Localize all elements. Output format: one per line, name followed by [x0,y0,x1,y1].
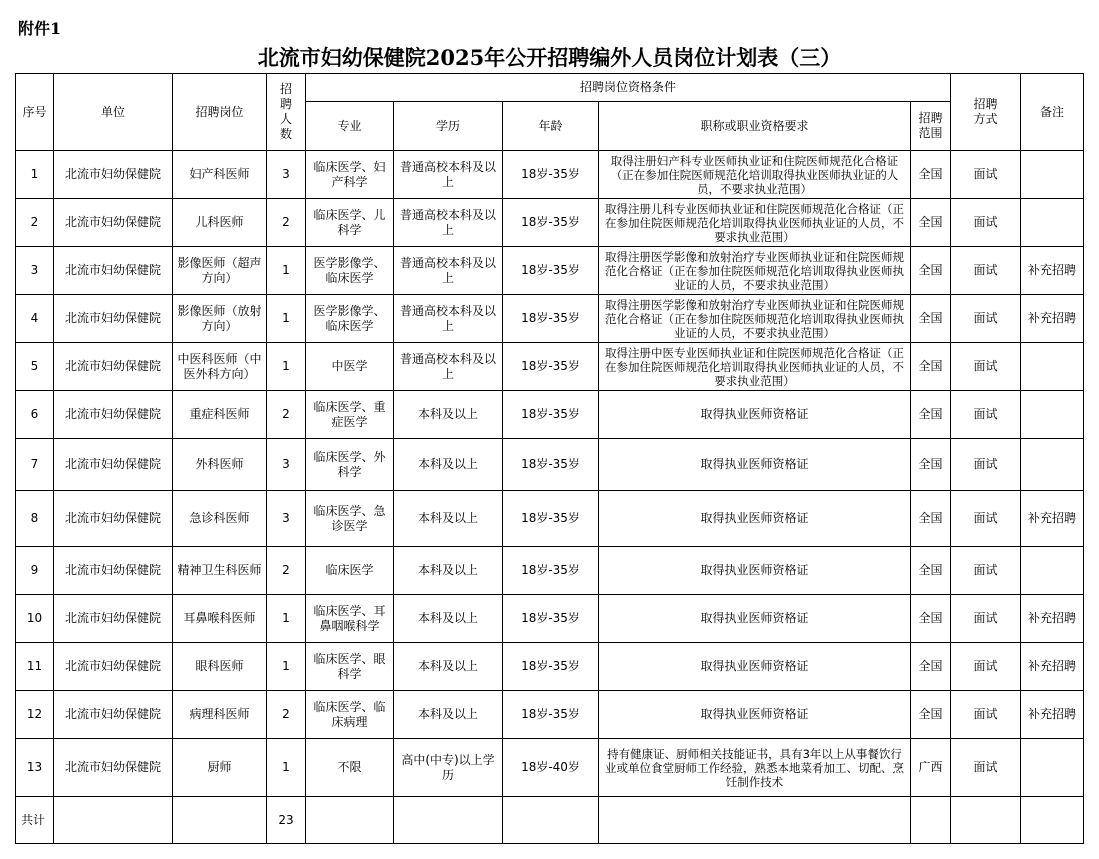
cell-method: 面试 [951,295,1021,343]
header-qualifications: 招聘岗位资格条件 [306,74,951,102]
cell-method: 面试 [951,643,1021,691]
empty-cell [306,797,394,844]
table-row [16,343,1084,391]
cell-count: 1 [267,739,306,797]
cell-age: 18岁-35岁 [503,295,599,343]
cell-remark: 补充招聘 [1021,691,1084,739]
table-row [16,151,1084,199]
cell-scope: 全国 [911,391,951,439]
cell-unit: 北流市妇幼保健院 [54,295,173,343]
cell-method: 面试 [951,491,1021,547]
cell-req: 取得执业医师资格证 [599,391,911,439]
cell-education: 普通高校本科及以上 [394,343,503,391]
cell-remark [1021,151,1084,199]
cell-age: 18岁-35岁 [503,595,599,643]
cell-count: 2 [267,691,306,739]
cell-education: 本科及以上 [394,595,503,643]
cell-method: 面试 [951,151,1021,199]
cell-count: 3 [267,439,306,491]
cell-scope: 全国 [911,491,951,547]
cell-scope: 全国 [911,439,951,491]
cell-scope: 全国 [911,547,951,595]
cell-remark [1021,547,1084,595]
cell-remark: 补充招聘 [1021,491,1084,547]
cell-position: 中医科医师（中医外科方向） [173,343,267,391]
cell-unit: 北流市妇幼保健院 [54,739,173,797]
cell-remark [1021,739,1084,797]
cell-age: 18岁-35岁 [503,343,599,391]
cell-major: 临床医学、临床病理 [306,691,394,739]
cell-remark [1021,391,1084,439]
table-row [16,391,1084,439]
header-count: 招聘人数 [267,74,306,151]
cell-major: 不限 [306,739,394,797]
cell-position: 厨师 [173,739,267,797]
cell-unit: 北流市妇幼保健院 [54,439,173,491]
cell-age: 18岁-35岁 [503,691,599,739]
cell-position: 精神卫生科医师 [173,547,267,595]
cell-method: 面试 [951,739,1021,797]
recruitment-table [15,73,1084,844]
cell-position: 耳鼻喉科医师 [173,595,267,643]
cell-unit: 北流市妇幼保健院 [54,199,173,247]
cell-age: 18岁-35岁 [503,151,599,199]
empty-cell [503,797,599,844]
cell-remark [1021,439,1084,491]
cell-req: 取得执业医师资格证 [599,491,911,547]
cell-unit: 北流市妇幼保健院 [54,595,173,643]
header-age: 年龄 [503,102,599,151]
header-seq: 序号 [16,74,54,151]
table-row [16,247,1084,295]
cell-age: 18岁-35岁 [503,199,599,247]
cell-count: 3 [267,151,306,199]
page-title: 北流市妇幼保健院2025年公开招聘编外人员岗位计划表（三） [257,45,842,70]
cell-seq: 9 [16,547,54,595]
cell-method: 面试 [951,247,1021,295]
table-row [16,691,1084,739]
cell-education: 高中(中专)以上学历 [394,739,503,797]
header-method: 招聘方式 [951,74,1021,151]
cell-position: 眼科医师 [173,643,267,691]
cell-unit: 北流市妇幼保健院 [54,391,173,439]
table-row [16,439,1084,491]
cell-major: 临床医学、眼科学 [306,643,394,691]
cell-age: 18岁-35岁 [503,391,599,439]
cell-seq: 4 [16,295,54,343]
cell-position: 病理科医师 [173,691,267,739]
cell-count: 1 [267,295,306,343]
cell-age: 18岁-40岁 [503,739,599,797]
cell-remark: 补充招聘 [1021,595,1084,643]
cell-method: 面试 [951,343,1021,391]
cell-req: 取得执业医师资格证 [599,547,911,595]
cell-req: 取得执业医师资格证 [599,643,911,691]
cell-req: 持有健康证、厨师相关技能证书，具有3年以上从事餐饮行业或单位食堂厨师工作经验，熟悉本地菜肴加工、切配、烹饪制作技术 [599,739,911,797]
cell-unit: 北流市妇幼保健院 [54,151,173,199]
cell-unit: 北流市妇幼保健院 [54,547,173,595]
cell-major: 临床医学、外科学 [306,439,394,491]
cell-count: 1 [267,643,306,691]
cell-scope: 全国 [911,691,951,739]
empty-cell [173,797,267,844]
cell-req: 取得注册妇产科专业医师执业证和住院医师规范化合格证（正在参加住院医师规范化培训取得执业医师执业证的人员，不要求执业范围） [599,151,911,199]
header-education: 学历 [394,102,503,151]
cell-seq: 5 [16,343,54,391]
header-position: 招聘岗位 [173,74,267,151]
cell-scope: 广西 [911,739,951,797]
cell-method: 面试 [951,199,1021,247]
cell-position: 重症科医师 [173,391,267,439]
cell-count: 2 [267,199,306,247]
cell-unit: 北流市妇幼保健院 [54,691,173,739]
cell-major: 临床医学、重症医学 [306,391,394,439]
cell-major: 临床医学 [306,547,394,595]
cell-req: 取得注册儿科专业医师执业证和住院医师规范化合格证（正在参加住院医师规范化培训取得执业医师执业证的人员，不要求执业范围） [599,199,911,247]
empty-cell [599,797,911,844]
cell-seq: 6 [16,391,54,439]
cell-scope: 全国 [911,595,951,643]
empty-cell [54,797,173,844]
cell-method: 面试 [951,439,1021,491]
attachment-label: 附件1 [18,19,62,38]
cell-remark: 补充招聘 [1021,247,1084,295]
cell-unit: 北流市妇幼保健院 [54,343,173,391]
cell-seq: 2 [16,199,54,247]
cell-position: 急诊科医师 [173,491,267,547]
header-unit: 单位 [54,74,173,151]
cell-req: 取得注册医学影像和放射治疗专业医师执业证和住院医师规范化合格证（正在参加住院医师规范化培训取得执业医师执业证的人员，不要求执业范围） [599,295,911,343]
cell-education: 本科及以上 [394,547,503,595]
cell-method: 面试 [951,691,1021,739]
cell-education: 普通高校本科及以上 [394,199,503,247]
cell-major: 临床医学、急诊医学 [306,491,394,547]
cell-remark [1021,343,1084,391]
cell-req: 取得注册医学影像和放射治疗专业医师执业证和住院医师规范化合格证（正在参加住院医师规范化培训取得执业医师执业证的人员，不要求执业范围） [599,247,911,295]
cell-seq: 12 [16,691,54,739]
table-row [16,295,1084,343]
table-row [16,739,1084,797]
table-row [16,491,1084,547]
total-label: 共计 [16,797,54,844]
empty-cell [1021,797,1084,844]
empty-cell [394,797,503,844]
cell-major: 临床医学、耳鼻咽喉科学 [306,595,394,643]
cell-age: 18岁-35岁 [503,247,599,295]
cell-req: 取得执业医师资格证 [599,439,911,491]
cell-count: 1 [267,247,306,295]
cell-count: 3 [267,491,306,547]
cell-age: 18岁-35岁 [503,439,599,491]
cell-scope: 全国 [911,199,951,247]
cell-method: 面试 [951,391,1021,439]
cell-education: 本科及以上 [394,439,503,491]
cell-count: 1 [267,343,306,391]
cell-seq: 7 [16,439,54,491]
cell-seq: 8 [16,491,54,547]
empty-cell [911,797,951,844]
total-count: 23 [267,797,306,844]
header-remark: 备注 [1021,74,1084,151]
cell-req: 取得执业医师资格证 [599,691,911,739]
cell-scope: 全国 [911,151,951,199]
cell-method: 面试 [951,595,1021,643]
cell-education: 普通高校本科及以上 [394,295,503,343]
cell-position: 影像医师（超声方向） [173,247,267,295]
empty-cell [951,797,1021,844]
cell-seq: 3 [16,247,54,295]
cell-position: 妇产科医师 [173,151,267,199]
cell-age: 18岁-35岁 [503,547,599,595]
cell-major: 中医学 [306,343,394,391]
cell-seq: 13 [16,739,54,797]
cell-age: 18岁-35岁 [503,643,599,691]
cell-scope: 全国 [911,295,951,343]
cell-unit: 北流市妇幼保健院 [54,643,173,691]
cell-education: 本科及以上 [394,391,503,439]
cell-scope: 全国 [911,247,951,295]
cell-count: 1 [267,595,306,643]
cell-method: 面试 [951,547,1021,595]
cell-major: 临床医学、儿科学 [306,199,394,247]
cell-education: 普通高校本科及以上 [394,151,503,199]
cell-count: 2 [267,547,306,595]
header-title-req: 职称或职业资格要求 [599,102,911,151]
cell-unit: 北流市妇幼保健院 [54,247,173,295]
cell-position: 外科医师 [173,439,267,491]
cell-count: 2 [267,391,306,439]
cell-seq: 10 [16,595,54,643]
table-row [16,643,1084,691]
cell-position: 儿科医师 [173,199,267,247]
cell-position: 影像医师（放射方向） [173,295,267,343]
header-major: 专业 [306,102,394,151]
cell-req: 取得注册中医专业医师执业证和住院医师规范化合格证（正在参加住院医师规范化培训取得执业医师执业证的人员，不要求执业范围） [599,343,911,391]
cell-scope: 全国 [911,643,951,691]
table-row [16,199,1084,247]
cell-major: 临床医学、妇产科学 [306,151,394,199]
cell-education: 本科及以上 [394,491,503,547]
cell-remark: 补充招聘 [1021,643,1084,691]
cell-education: 普通高校本科及以上 [394,247,503,295]
cell-req: 取得执业医师资格证 [599,595,911,643]
cell-age: 18岁-35岁 [503,491,599,547]
cell-remark [1021,199,1084,247]
cell-education: 本科及以上 [394,691,503,739]
cell-major: 医学影像学、临床医学 [306,247,394,295]
cell-scope: 全国 [911,343,951,391]
cell-remark: 补充招聘 [1021,295,1084,343]
table-row [16,595,1084,643]
cell-education: 本科及以上 [394,643,503,691]
cell-unit: 北流市妇幼保健院 [54,491,173,547]
cell-seq: 1 [16,151,54,199]
cell-major: 医学影像学、临床医学 [306,295,394,343]
header-scope: 招聘范围 [911,102,951,151]
cell-seq: 11 [16,643,54,691]
table-row [16,547,1084,595]
